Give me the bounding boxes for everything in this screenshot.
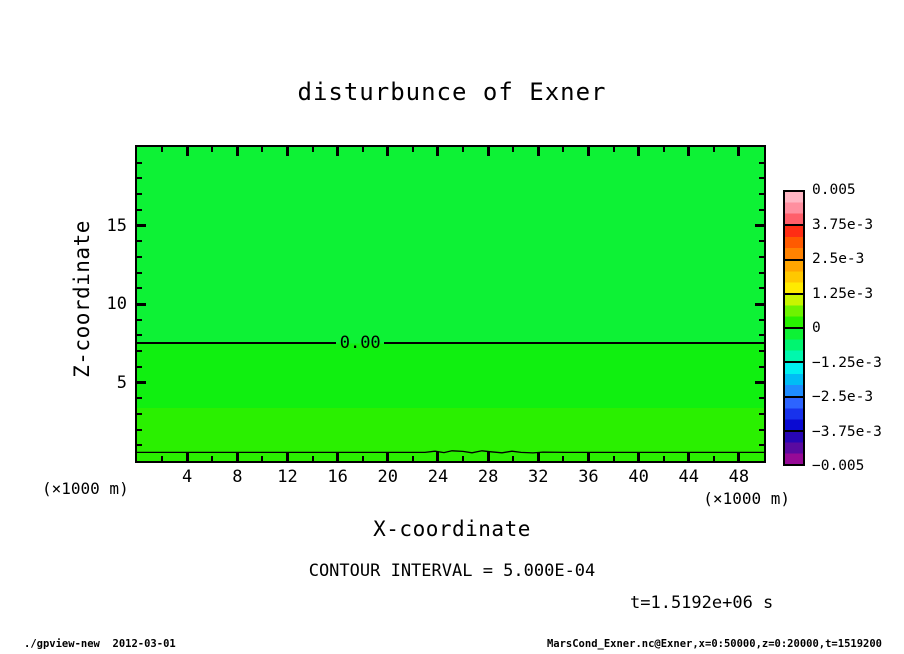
y-tick-label: 15	[106, 215, 127, 236]
x-tick	[261, 147, 263, 152]
x-tick	[687, 147, 690, 156]
x-tick	[487, 452, 490, 461]
y-tick	[137, 193, 142, 195]
y-tick	[759, 193, 764, 195]
x-tick	[362, 456, 364, 461]
x-tick	[737, 452, 740, 461]
y-tick	[759, 272, 764, 274]
x-tick	[537, 147, 540, 156]
x-tick	[386, 452, 389, 461]
zero-contour-label: 0.00	[336, 334, 384, 353]
y-tick	[759, 319, 764, 321]
colorbar	[783, 190, 805, 466]
x-tick	[161, 456, 163, 461]
x-tick	[537, 452, 540, 461]
x-tick	[362, 147, 364, 152]
x-tick-label: 28	[477, 467, 499, 487]
x-tick	[211, 147, 213, 152]
y-tick	[137, 224, 146, 227]
x-tick	[236, 452, 239, 461]
y-tick	[137, 162, 142, 164]
x-tick	[587, 452, 590, 461]
y-tick	[137, 334, 142, 336]
colorbar-box	[785, 293, 803, 327]
y-tick	[137, 381, 146, 384]
x-tick	[312, 147, 314, 152]
x-tick	[286, 147, 289, 156]
colorbar-box	[785, 192, 803, 224]
x-tick	[687, 452, 690, 461]
y-tick	[759, 350, 764, 352]
x-tick	[487, 147, 490, 156]
y-tick	[137, 397, 142, 399]
x-tick	[236, 147, 239, 156]
x-tick	[713, 147, 715, 152]
y-tick	[759, 209, 764, 211]
x-tick	[436, 452, 439, 461]
colorbar-tick-label: 0.005	[812, 182, 856, 198]
x-tick	[386, 147, 389, 156]
y-tick	[759, 429, 764, 431]
x-tick	[637, 452, 640, 461]
x-tick	[562, 456, 564, 461]
x-tick	[336, 452, 339, 461]
x-tick	[312, 456, 314, 461]
x-tick-label: 36	[578, 467, 599, 487]
y-tick	[137, 350, 142, 352]
zero-contour-line	[137, 342, 764, 344]
x-tick-label: 40	[628, 467, 649, 487]
colorbar-tick-label: 2.5e-3	[812, 251, 865, 267]
y-tick	[759, 366, 764, 368]
y-tick	[137, 444, 142, 446]
x-tick	[663, 147, 665, 152]
x-tick	[161, 147, 163, 152]
x-tick-label: 4	[182, 467, 193, 487]
colorbar-box	[785, 396, 803, 430]
y-tick	[137, 366, 142, 368]
x-tick	[562, 147, 564, 152]
y-axis-label: Z-coordinate	[70, 220, 94, 378]
y-tick	[759, 177, 764, 179]
colorbar-box	[785, 361, 803, 395]
y-tick	[137, 272, 142, 274]
y-tick	[137, 303, 146, 306]
x-tick	[412, 456, 414, 461]
x-tick-label: 20	[377, 467, 399, 487]
colorbar-tick-label: −1.25e-3	[812, 354, 882, 371]
x-tick-label: 16	[327, 467, 348, 487]
x-tick	[713, 456, 715, 461]
colorbar-box	[785, 430, 803, 464]
x-tick	[462, 456, 464, 461]
colorbar-tick-label: 1.25e-3	[812, 285, 874, 302]
y-tick-label: 10	[106, 294, 127, 314]
time-annotation: t=1.5192e+06 s	[630, 593, 774, 613]
contour-interval-label: CONTOUR INTERVAL = 5.000E-04	[308, 561, 596, 581]
x-axis-label: X-coordinate	[373, 517, 531, 541]
y-tick	[137, 209, 142, 211]
y-tick	[759, 162, 764, 164]
x-tick	[186, 452, 189, 461]
colorbar-box	[785, 224, 803, 258]
x-tick	[663, 456, 665, 461]
y-tick	[755, 224, 764, 227]
y-tick	[755, 381, 764, 384]
colorbar-tick-label: −2.5e-3	[812, 389, 874, 405]
x-tick	[211, 456, 213, 461]
y-tick	[137, 429, 142, 431]
x-tick-label: 8	[232, 467, 243, 487]
x-unit-label: (×1000 m)	[703, 489, 790, 508]
x-tick-label: 48	[728, 467, 750, 487]
x-tick-label: 12	[277, 467, 298, 487]
y-tick	[759, 240, 764, 242]
plot-title: disturbunce of Exner	[297, 78, 607, 106]
footer-source-label: MarsCond_Exner.nc@Exner,x=0:50000,z=0:20000,t=1519200	[546, 638, 882, 650]
colorbar-tick-label: 3.75e-3	[812, 216, 874, 233]
x-tick-label: 44	[678, 467, 699, 487]
colorbar-tick-label: 0	[812, 320, 821, 336]
y-tick	[137, 287, 142, 289]
y-tick-label: 5	[116, 372, 127, 393]
colorbar-tick-label: −0.005	[812, 458, 865, 474]
y-unit-label: (×1000 m)	[42, 479, 129, 498]
y-tick	[137, 177, 142, 179]
x-tick	[587, 147, 590, 156]
x-tick	[613, 147, 615, 152]
x-tick	[336, 147, 339, 156]
y-tick	[759, 413, 764, 415]
y-tick	[759, 256, 764, 258]
y-tick	[759, 397, 764, 399]
plot-area	[135, 145, 766, 463]
footer-command-label: ./gpview-new 2012-03-01	[24, 638, 176, 650]
y-tick	[137, 413, 142, 415]
x-tick	[512, 456, 514, 461]
x-tick-label: 24	[427, 467, 449, 487]
colorbar-tick-label: −3.75e-3	[812, 423, 882, 440]
x-tick	[261, 456, 263, 461]
x-tick	[512, 147, 514, 152]
x-tick	[737, 147, 740, 156]
y-tick	[759, 444, 764, 446]
y-tick	[137, 319, 142, 321]
x-tick	[186, 147, 189, 156]
x-tick	[412, 147, 414, 152]
x-tick	[637, 147, 640, 156]
x-tick	[462, 147, 464, 152]
y-tick	[137, 240, 142, 242]
y-tick	[759, 334, 764, 336]
x-tick-label: 32	[528, 467, 549, 487]
colorbar-box	[785, 259, 803, 293]
surface-contour-line	[137, 147, 764, 461]
colorbar-box	[785, 327, 803, 361]
x-tick	[613, 456, 615, 461]
x-tick	[436, 147, 439, 156]
y-tick	[759, 287, 764, 289]
x-tick	[286, 452, 289, 461]
y-tick	[755, 303, 764, 306]
y-tick	[137, 256, 142, 258]
